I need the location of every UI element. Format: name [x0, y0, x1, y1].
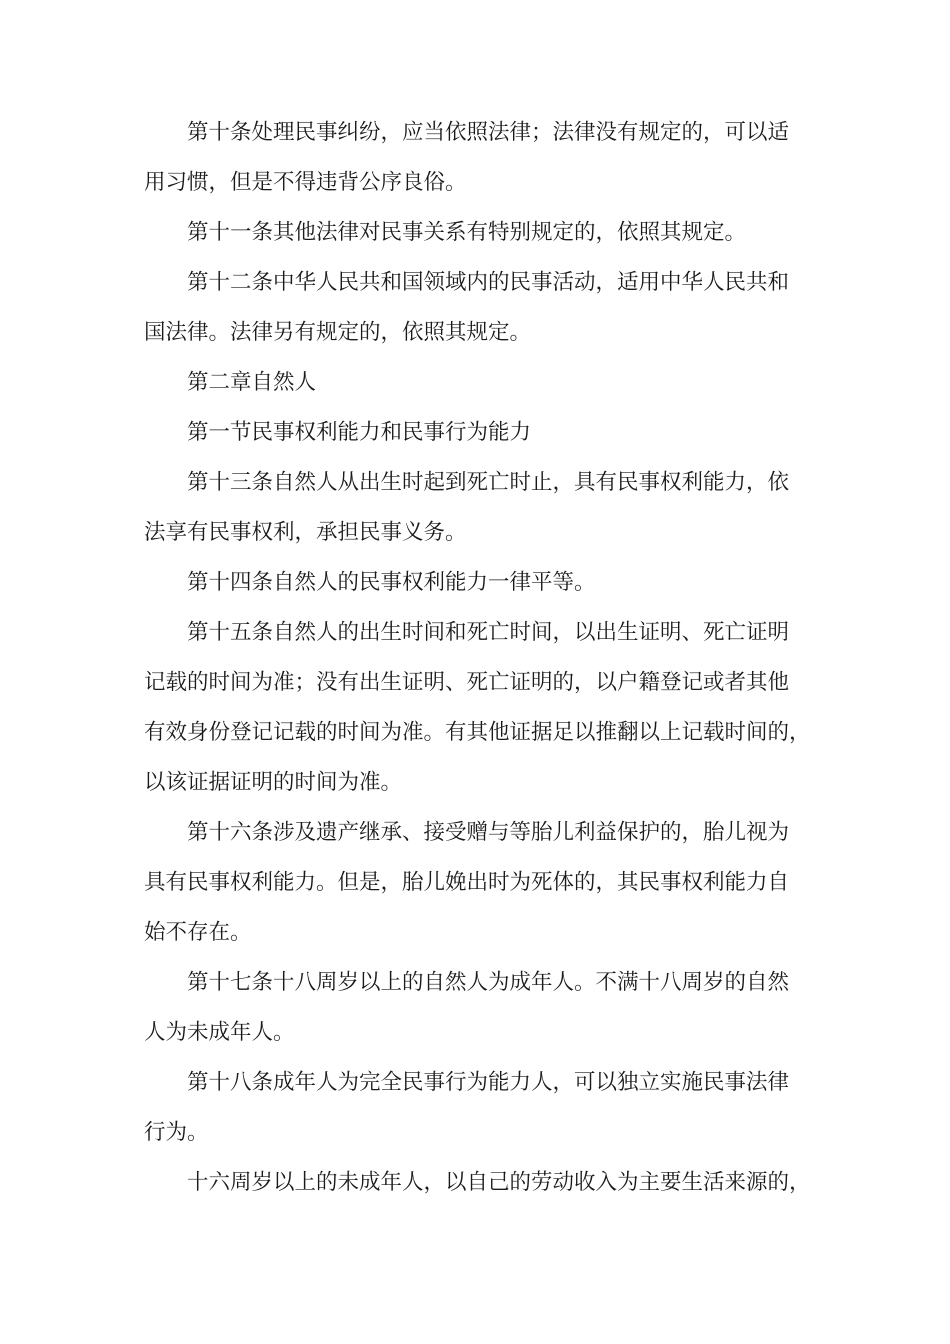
paragraph: [144, 358, 819, 408]
text-line: 第十二条中华人民共和国领域内的民事活动，适用中华人民共和: [187, 270, 790, 295]
paragraph: [144, 608, 819, 808]
paragraph: [144, 558, 819, 608]
paragraph: [144, 408, 819, 458]
text-line: 第十条处理民事纠纷，应当依照法律；法律没有规定的，可以适: [187, 120, 790, 145]
text-line: 行为。: [144, 1120, 209, 1145]
text-line: 记载的时间为准；没有出生证明、死亡证明的，以户籍登记或者其他: [144, 670, 790, 695]
paragraph: [144, 1158, 819, 1208]
text-line: 国法律。法律另有规定的，依照其规定。: [144, 320, 532, 345]
text-line: 第十八条成年人为完全民事行为能力人，可以独立实施民事法律: [187, 1070, 790, 1095]
text-line: 始不存在。: [144, 920, 252, 945]
text-line: 第十六条涉及遗产继承、接受赠与等胎儿利益保护的，胎儿视为: [187, 820, 790, 845]
paragraph: [144, 958, 819, 1058]
paragraph: [144, 208, 819, 258]
text-line: 第十七条十八周岁以上的自然人为成年人。不满十八周岁的自然: [187, 970, 790, 995]
text-line: 第十四条自然人的民事权利能力一律平等。: [187, 570, 596, 595]
document-body: [144, 108, 819, 1208]
text-line: 十六周岁以上的未成年人，以自己的劳动收入为主要生活来源的，: [187, 1170, 811, 1195]
paragraph: [144, 458, 819, 558]
text-line: 第二章自然人: [187, 370, 317, 395]
text-line: 人为未成年人。: [144, 1020, 295, 1045]
paragraph: [144, 258, 819, 358]
paragraph: [144, 108, 819, 208]
text-line: 第一节民事权利能力和民事行为能力: [187, 420, 532, 445]
text-line: 以该证据证明的时间为准。: [144, 770, 403, 795]
text-line: 法享有民事权利，承担民事义务。: [144, 520, 467, 545]
text-line: 用习惯，但是不得违背公序良俗。: [144, 170, 467, 195]
text-line: 有效身份登记记载的时间为准。有其他证据足以推翻以上记载时间的，: [144, 720, 811, 745]
text-line: 第十三条自然人从出生时起到死亡时止，具有民事权利能力，依: [187, 470, 790, 495]
paragraph: [144, 808, 819, 958]
text-line: 第十五条自然人的出生时间和死亡时间，以出生证明、死亡证明: [187, 620, 790, 645]
text-line: 具有民事权利能力。但是，胎儿娩出时为死体的，其民事权利能力自: [144, 870, 790, 895]
text-line: 第十一条其他法律对民事关系有特别规定的，依照其规定。: [187, 220, 747, 245]
paragraph: [144, 1058, 819, 1158]
